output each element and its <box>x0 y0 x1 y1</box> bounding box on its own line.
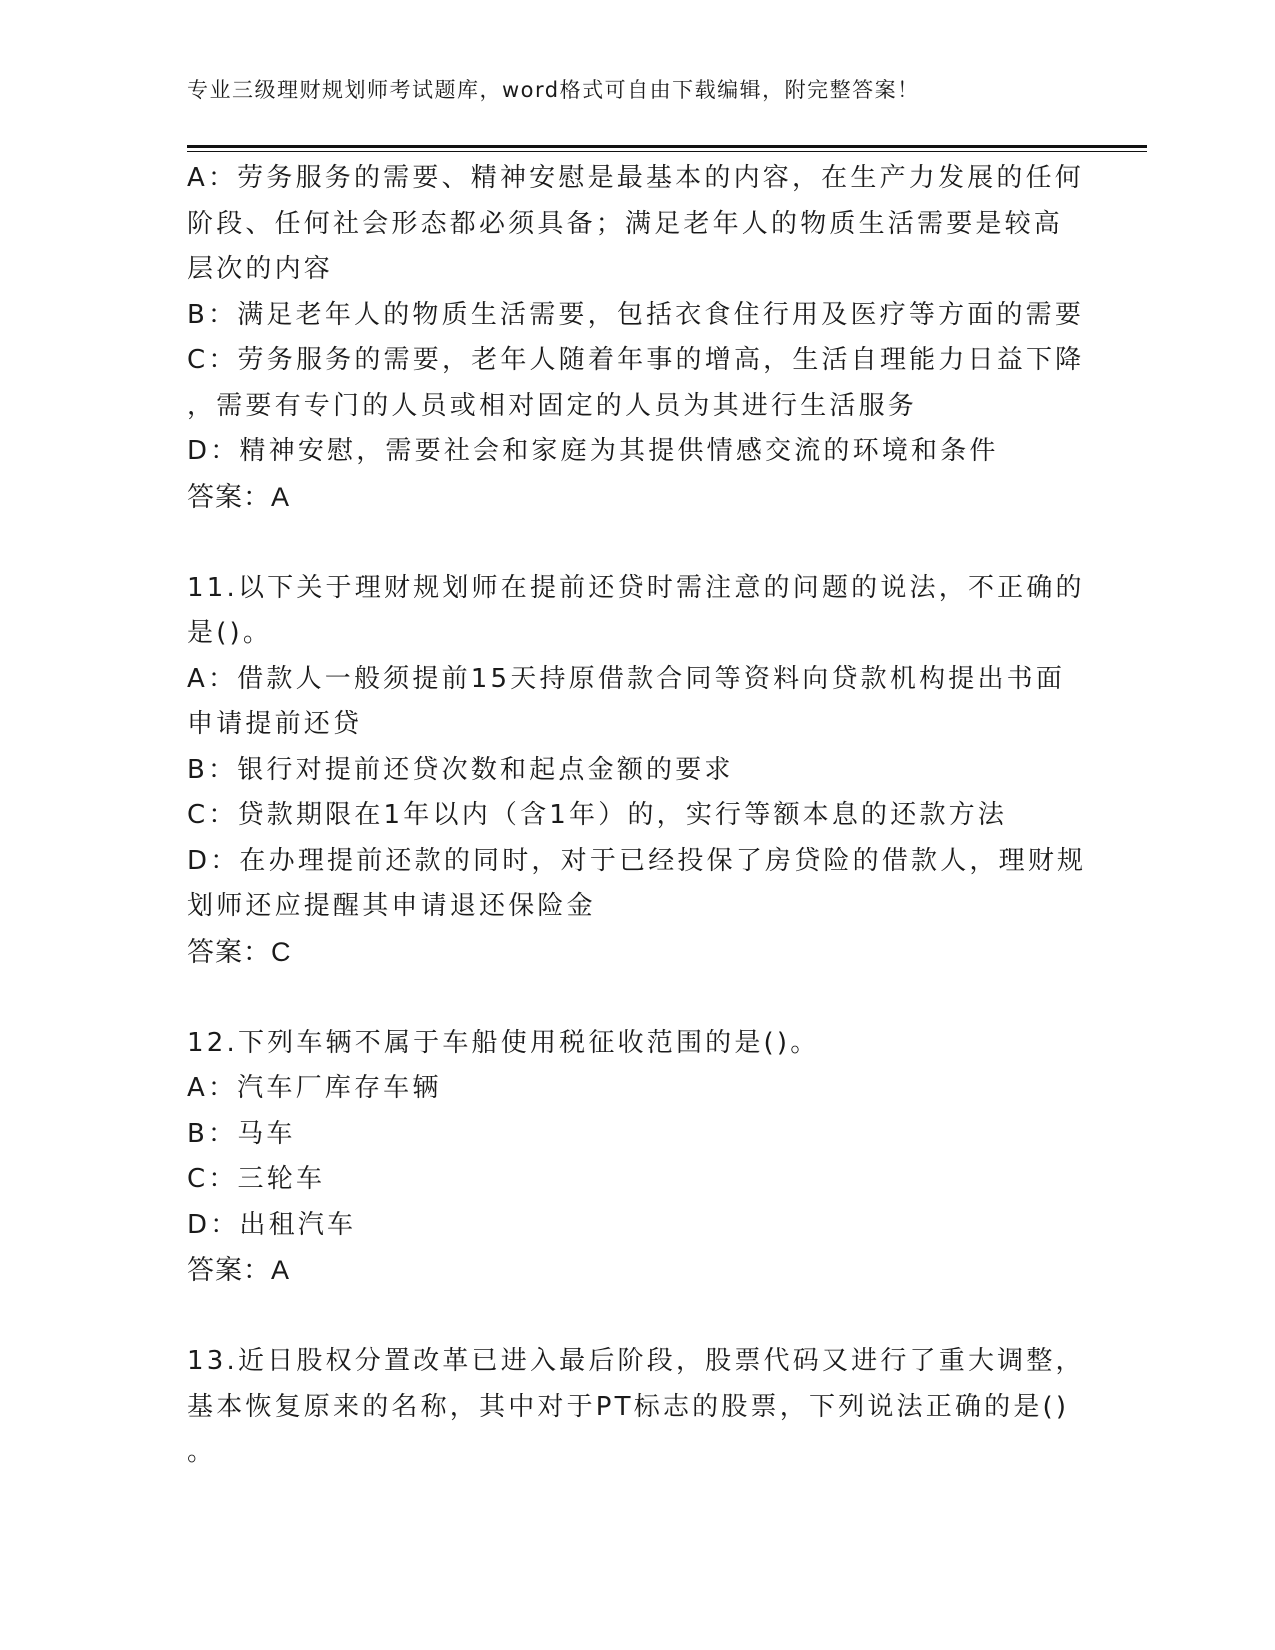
question-11 <box>187 566 1087 976</box>
option-a-line-1: A：借款人一般须提前15天持原借款合同等资料向贷款机构提出书面 <box>187 663 1066 694</box>
option-d-line-2: 划师还应提醒其申请退还保险金 <box>187 891 596 921</box>
option-a-line-2: 阶段、任何社会形态都必须具备；满足老年人的物质生活需要是较高 <box>187 208 1064 239</box>
option-d-line: D：精神安慰，需要社会和家庭为其提供情感交流的环境和条件 <box>187 436 999 466</box>
question-12 <box>187 1021 1087 1294</box>
question-stem-line: 12.下列车辆不属于车船使用税征收范围的是()。 <box>187 1027 820 1058</box>
question-stem-line-2: 基本恢复原来的名称，其中对于PT标志的股票，下列说法正确的是() <box>187 1391 1070 1422</box>
option-c-line-1: C：劳务服务的需要，老年人随着年事的增高，生活自理能力日益下降 <box>187 345 1085 375</box>
option-a-line-3: 层次的内容 <box>187 254 334 284</box>
option-c-line: C：贷款期限在1年以内（含1年）的，实行等额本息的还款方法 <box>187 800 1008 830</box>
option-d-line: D：出租汽车 <box>187 1209 357 1240</box>
spacer <box>187 975 1087 1021</box>
option-c-line: C：三轮车 <box>187 1164 326 1194</box>
option-a-line-1: A：劳务服务的需要、精神安慰是最基本的内容，在生产力发展的任何 <box>187 163 1084 193</box>
option-a-line: A：汽车厂库存车辆 <box>187 1073 442 1103</box>
option-c-line-2: ，需要有专门的人员或相对固定的人员为其进行生活服务 <box>187 390 918 421</box>
option-d-line-1: D：在办理提前还款的同时，对于已经投保了房贷险的借款人，理财规 <box>187 845 1087 876</box>
option-a-line-2: 申请提前还贷 <box>187 709 363 739</box>
page-header: 专业三级理财规划师考试题库，word格式可自由下载编辑，附完整答案！ <box>187 78 920 102</box>
question-10-tail <box>187 156 1087 520</box>
answer-line: 答案：A <box>187 1255 291 1285</box>
question-stem-line-2: 是()。 <box>187 618 273 648</box>
spacer <box>187 1294 1087 1340</box>
question-stem-line-1: 11.以下关于理财规划师在提前还贷时需注意的问题的说法，不正确的 <box>187 572 1085 603</box>
spacer <box>187 520 1087 566</box>
question-13 <box>187 1339 1087 1476</box>
question-stem-line-1: 13.近日股权分置改革已进入最后阶段，股票代码又进行了重大调整， <box>187 1346 1085 1376</box>
header-rule-thin <box>187 151 1147 152</box>
answer-line: 答案：A <box>187 481 291 512</box>
header-rule-thick <box>187 145 1147 148</box>
question-stem-line-3: 。 <box>187 1437 217 1467</box>
option-b-line: B：满足老年人的物质生活需要，包括衣食住行用及医疗等方面的需要 <box>187 299 1085 330</box>
answer-line: 答案：C <box>187 936 292 967</box>
option-b-line: B：银行对提前还贷次数和起点金额的要求 <box>187 754 734 785</box>
option-b-line: B：马车 <box>187 1118 296 1149</box>
document-body <box>187 156 1087 1476</box>
